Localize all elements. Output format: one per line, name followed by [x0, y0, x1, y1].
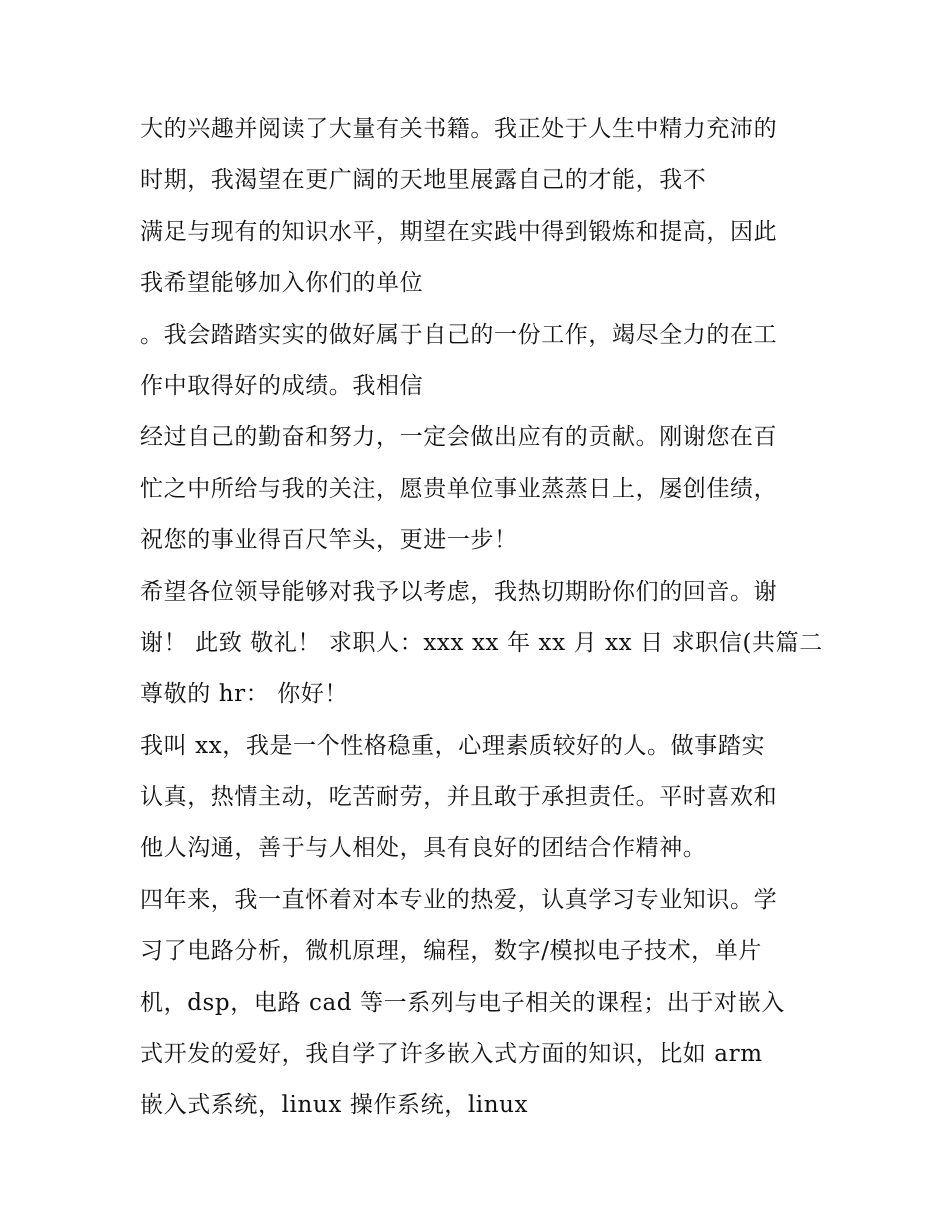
text-line: 希望各位领导能够对我予以考虑，我热切期盼你们的回音。谢 [140, 578, 778, 605]
text-line: 嵌入式系统，linux 操作系统，linux [140, 1092, 529, 1119]
document-body [140, 104, 830, 1132]
text-line: 机，dsp，电路 cad 等一系列与电子相关的课程；出于对嵌入 [140, 989, 785, 1016]
text-line: 大的兴趣并阅读了大量有关书籍。我正处于人生中精力充沛的 [140, 116, 778, 142]
text-line: 作中取得好的成绩。我相信 [140, 372, 424, 399]
text-line: 式开发的爱好，我自学了许多嵌入式方面的知识，比如 arm [140, 1041, 763, 1068]
text-line: 谢！ 此致 敬礼！ 求职人：xxx xx 年 xx 月 xx 日 求职信(共篇二 [140, 629, 823, 656]
text-line: 四年来，我一直怀着对本专业的热爱，认真学习专业知识。学 [140, 886, 778, 913]
text-line: 时期，我渴望在更广阔的天地里展露自己的才能，我不 [140, 167, 707, 194]
text-line: 祝您的事业得百尺竿头，更进一步！ [140, 527, 518, 554]
text-line: 他人沟通，善于与人相处，具有良好的团结合作精神。 [140, 835, 707, 862]
text-line: 习了电路分析，微机原理，编程，数字/模拟电子技术，单片 [140, 938, 762, 965]
text-line: 。我会踏踏实实的做好属于自己的一份工作，竭尽全力的在工 [140, 321, 778, 348]
text-line: 我叫 xx，我是一个性格稳重，心理素质较好的人。做事踏实 [140, 732, 766, 759]
text-line: 满足与现有的知识水平，期望在实践中得到锻炼和提高，因此 [140, 218, 778, 245]
text-line: 经过自己的勤奋和努力，一定会做出应有的贡献。刚谢您在百 [140, 424, 778, 451]
text-line: 我希望能够加入你们的单位 [140, 270, 424, 297]
text-line: 尊敬的 hr： 你好！ [140, 681, 349, 708]
text-line: 认真，热情主动，吃苦耐劳，并且敢于承担责任。平时喜欢和 [140, 784, 778, 811]
text-line: 忙之中所给与我的关注，愿贵单位事业蒸蒸日上，屡创佳绩， [140, 475, 778, 502]
